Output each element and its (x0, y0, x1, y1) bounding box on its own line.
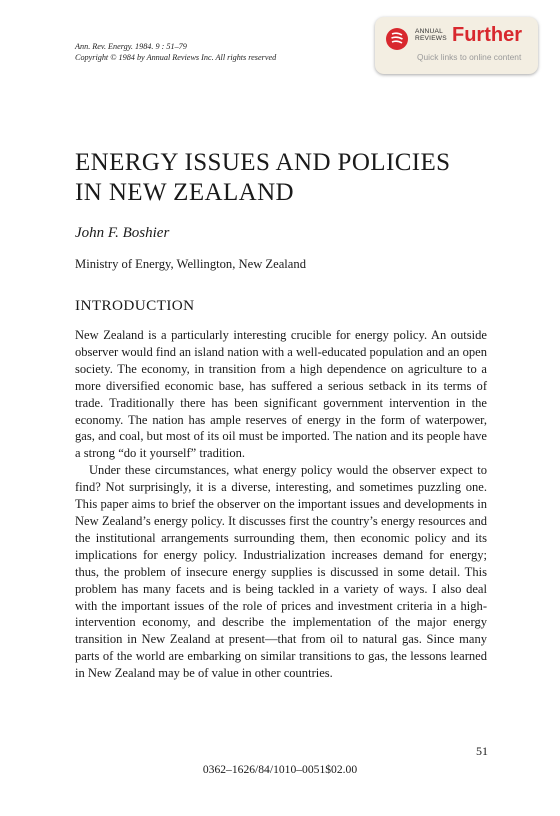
author-name: John F. Boshier (75, 225, 170, 241)
article-title (75, 148, 450, 208)
annual-reviews-wordmark (415, 28, 447, 43)
citation-line-journal: Ann. Rev. Energy. 1984. 9 : 51–79 (75, 42, 187, 51)
title-line-2: IN NEW ZEALAND (75, 179, 294, 206)
journal-citation (75, 41, 276, 63)
footer-code: 0362–1626/84/1010–0051$02.00 (202, 763, 358, 776)
citation-line-copyright: Copyright © 1984 by Annual Reviews Inc. All rights reserved (75, 53, 277, 62)
further-subtitle: Quick links to online content (417, 52, 522, 62)
body-paragraph-2: Under these circumstances, what energy policy would the observer expect to find? Not surprisingly, it is a diverse, interesting, and sometimes puzzling one. This paper aims to brief the observer on the important issues and developments in New Zealand’s energy policy. It discusses first the country’s energy resources and the institutional arrangements surrounding them, then economic policy and its implications for energy policy. Industrialization increases demand for energy; thus, the problem of insecure energy supplies is discussed in some detail. This problem has many facets and is being tackled in a variety of ways. I also deal with the important issues of the role of prices and investment criteria in a high-intervention economy, and describe the implementation of the major energy transition in New Zealand at present—that from oil to natural gas. Since many parts of the world are embarking on similar transitions to gas, the lessons learned in New Zealand may be of value in other countries. (75, 463, 487, 681)
further-label: Further (452, 24, 522, 46)
section-heading: INTRODUCTION (75, 297, 195, 314)
further-links-banner[interactable] (375, 17, 538, 74)
author-affiliation: Ministry of Energy, Wellington, New Zealand (75, 257, 306, 271)
body-paragraph-1: New Zealand is a particularly interesting crucible for energy policy. An outside observer would find an island nation with a well-educated population and an open society. The economy, in transition from a high dependence on agriculture to a more diversified economic base, has suffered a serious setback in its terms of trade. Traditionally there has been significant government intervention in the economy. The nation has ample reserves of energy in the form of waterpower, gas, and coal, but most of its oil must be imported. The nation and its people have a strong “do it yourself” tradition. (75, 328, 487, 461)
wordmark-annual: ANNUAL (415, 28, 443, 35)
wordmark-reviews: REVIEWS (415, 35, 447, 43)
annual-reviews-logo-icon (386, 28, 408, 50)
title-line-1: ENERGY ISSUES AND POLICIES (75, 149, 451, 176)
article-body (75, 327, 487, 682)
page-number: 51 (476, 744, 488, 758)
